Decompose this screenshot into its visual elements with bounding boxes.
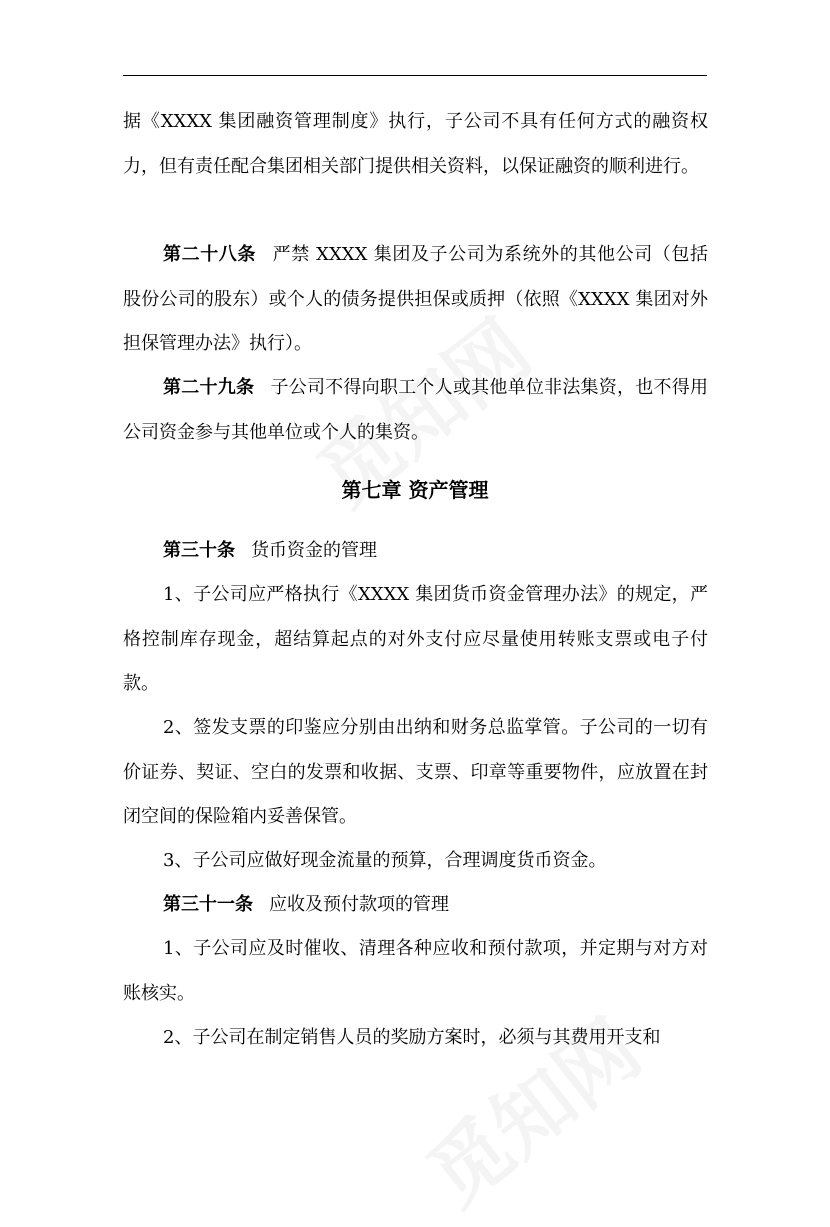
article-30-item-2 <box>123 706 708 840</box>
article-31-item-1 <box>123 927 708 1016</box>
paragraph-financing-continued <box>123 100 708 189</box>
article-30-item-1 <box>123 573 708 707</box>
article-text: 子公司不得向职工个人或其他单位非法集资，也不得用公司资金参与其他单位或个人的集资。 <box>123 377 709 443</box>
header-rule <box>123 75 707 76</box>
article-text: 货币资金的管理 <box>251 540 377 561</box>
article-heading: 第二十九条 <box>163 377 255 398</box>
paragraph-text: 2、子公司在制定销售人员的奖励方案时，必须与其费用开支和 <box>163 1027 661 1048</box>
paragraph-text: 1、子公司应严格执行《XXXX 集团货币资金管理办法》的规定，严格控制库存现金，超结算起点的对外支付应尽量使用转账支票或电子付款。 <box>123 584 708 694</box>
article-30 <box>123 529 708 574</box>
article-29 <box>123 366 708 455</box>
chapter-title: 第七章 资产管理 <box>341 478 489 502</box>
article-heading: 第三十一条 <box>163 894 253 915</box>
paragraph-text: 1、子公司应及时催收、清理各种应收和预付款项，并定期与对方对账核实。 <box>123 938 708 1004</box>
article-31 <box>123 883 708 928</box>
article-heading: 第二十八条 <box>163 244 257 265</box>
article-28 <box>123 233 708 367</box>
article-30-item-3 <box>123 839 708 884</box>
paragraph-text: 3、子公司应做好现金流量的预算，合理调度货币资金。 <box>163 850 607 871</box>
paragraph-text: 2、签发支票的印鉴应分别由出纳和财务总监掌管。子公司的一切有价证券、契证、空白的发票和收据、支票、印章等重要物件，应放置在封闭空间的保险箱内妥善保管。 <box>123 717 708 827</box>
article-31-item-2 <box>123 1016 708 1061</box>
article-text: 应收及预付款项的管理 <box>269 894 449 915</box>
paragraph-text: 据《XXXX 集团融资管理制度》执行，子公司不具有任何方式的融资权力，但有责任配合集团相关部门提供相关资料，以保证融资的顺利进行。 <box>123 111 708 177</box>
article-heading: 第三十条 <box>163 540 235 561</box>
article-text: 严禁 XXXX 集团及子公司为系统外的其他公司（包括股份公司的股东）或个人的债务提供担保或质押（依照《XXXX 集团对外担保管理办法》执行）。 <box>123 244 709 354</box>
